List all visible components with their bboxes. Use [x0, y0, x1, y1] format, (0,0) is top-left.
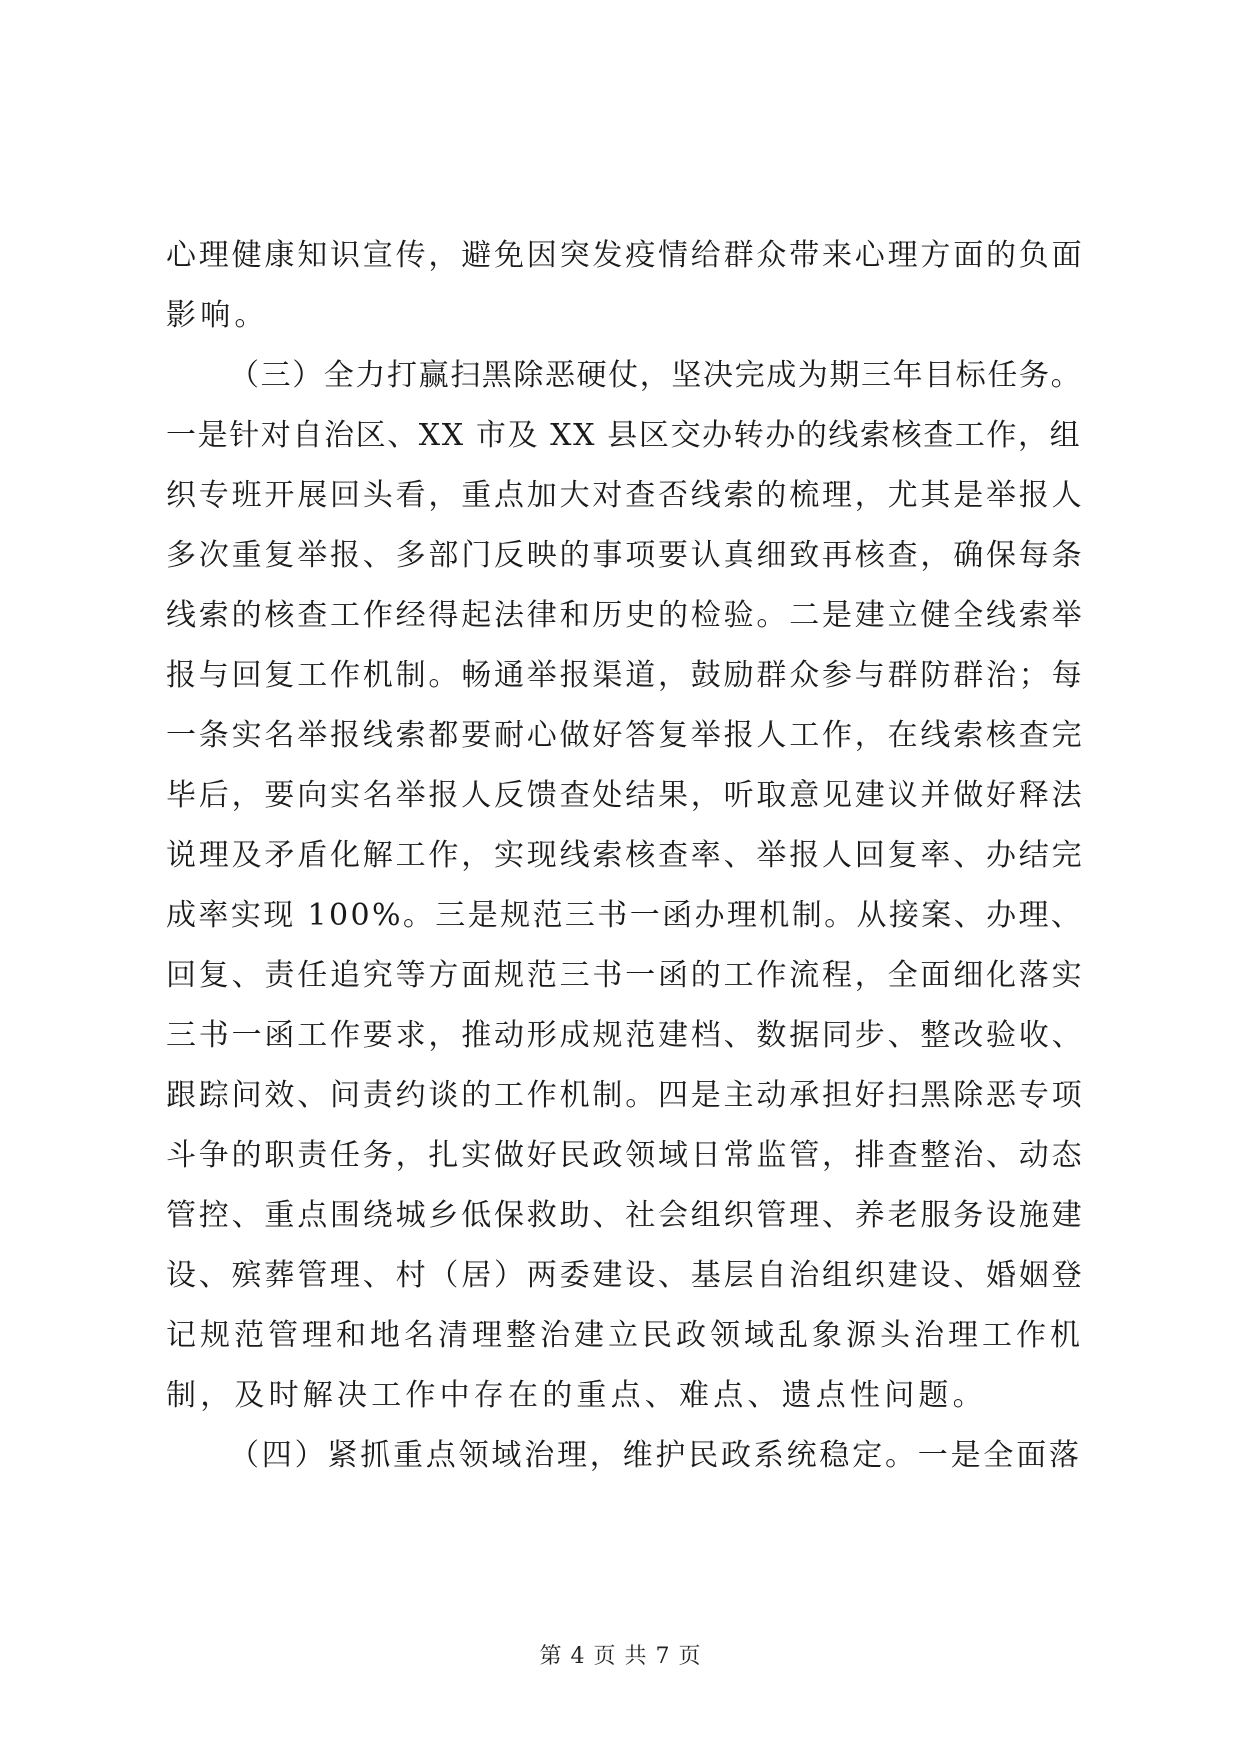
text-line: 回复、责任追究等方面规范三书一函的工作流程，全面细化落实	[166, 958, 1085, 993]
text-line: 线索的核查工作经得起法律和历史的检验。二是建立健全线索举	[166, 598, 1085, 633]
section-heading-line: （三）全力打赢扫黑除恶硬仗，坚决完成为期三年目标任务。	[229, 358, 1083, 393]
text-line: 三书一函工作要求，推动形成规范建档、数据同步、整改验收、	[166, 1018, 1085, 1053]
text-line: 设、殡葬管理、村（居）两委建设、基层自治组织建设、婚姻登	[166, 1258, 1085, 1293]
text-line: 跟踪问效、问责约谈的工作机制。四是主动承担好扫黑除恶专项	[166, 1078, 1085, 1113]
text-line: 多次重复举报、多部门反映的事项要认真细致再核查，确保每条	[166, 538, 1085, 573]
section-heading-line: （四）紧抓重点领域治理，维护民政系统稳定。一是全面落	[229, 1438, 1082, 1473]
text-line: 心理健康知识宣传，避免因突发疫情给群众带来心理方面的负面	[166, 238, 1085, 273]
text-line: 记规范管理和地名清理整治建立民政领域乱象源头治理工作机	[166, 1318, 1084, 1353]
text-line: 成率实现 100%。三是规范三书一函办理机制。从接案、办理、	[166, 898, 1084, 933]
text-line: 影响。	[166, 298, 269, 333]
text-line: 织专班开展回头看，重点加大对查否线索的梳理，尤其是举报人	[166, 478, 1085, 513]
text-line: 制，及时解决工作中存在的重点、难点、遗点性问题。	[166, 1378, 987, 1413]
text-line: 一是针对自治区、XX 市及 XX 县区交办转办的线索核查工作，组	[166, 418, 1082, 453]
page-footer: 第 4 页 共 7 页	[539, 1644, 702, 1669]
text-line: 斗争的职责任务，扎实做好民政领域日常监管，排查整治、动态	[166, 1138, 1085, 1173]
text-line: 一条实名举报线索都要耐心做好答复举报人工作，在线索核查完	[166, 718, 1085, 753]
text-line: 说理及矛盾化解工作，实现线索核查率、举报人回复率、办结完	[166, 838, 1085, 873]
text-line: 报与回复工作机制。畅通举报渠道，鼓励群众参与群防群治；每	[166, 658, 1085, 693]
text-line: 毕后，要向实名举报人反馈查处结果，听取意见建议并做好释法	[166, 778, 1085, 813]
text-line: 管控、重点围绕城乡低保救助、社会组织管理、养老服务设施建	[166, 1198, 1085, 1233]
